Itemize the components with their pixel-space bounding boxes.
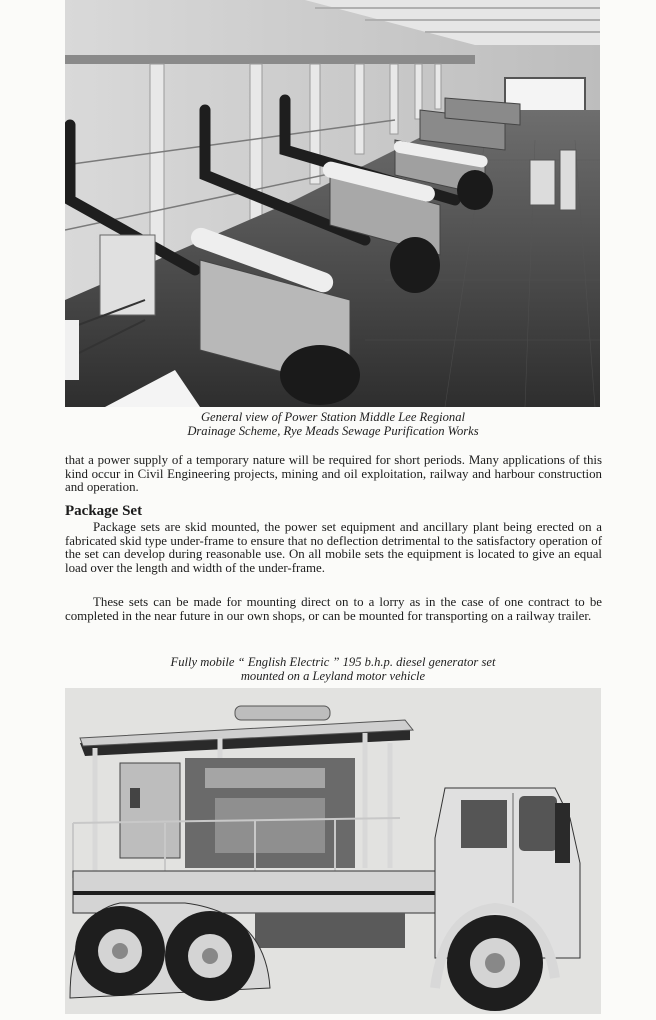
bottom-figure-caption <box>65 656 601 683</box>
exhaust-silencer <box>235 706 330 720</box>
power-station-photo <box>65 0 600 407</box>
mounting-paragraph: These sets can be made for mounting direct on to a lorry as in the case of one contract to be completed in the near future in our own shops, or can be mounted for transporting on a railway trailer. <box>65 595 602 623</box>
caption-line: Fully mobile “ English Electric ” 195 b.h.p. diesel generator set <box>170 655 496 669</box>
gallery-beam <box>65 55 475 64</box>
intro-paragraph: that a power supply of a temporary nature will be required for short periods. Many applications of this kind occur in Civil Engineering projects, mining and oil exploitation, railway and harbour construction and operation. <box>65 453 602 495</box>
top-figure-caption <box>65 411 601 438</box>
mobile-generator-illustration <box>65 688 601 1014</box>
cab-side-window <box>461 800 507 848</box>
pedestal <box>100 235 155 315</box>
caption-line: Drainage Scheme, Rye Meads Sewage Purification Works <box>187 423 479 438</box>
cab-door-window <box>519 796 557 851</box>
mobile-generator-photo <box>65 688 601 1014</box>
package-set-paragraph: Package sets are skid mounted, the power set equipment and ancillary plant being erected on a fabricated skid type under-frame to ensure that no deflection detrimental to the satisfactory operation of the set can develop during reasonable use. On all mobile sets the equipment is located to give an equal load over the length and width of the under-frame. <box>65 520 602 575</box>
caption-line: General view of Power Station Middle Lee Regional <box>200 410 466 424</box>
power-station-illustration <box>65 0 600 407</box>
section-heading: Package Set <box>65 503 143 519</box>
alternator <box>120 763 180 858</box>
caption-line: mounted on a Leyland motor vehicle <box>240 668 426 683</box>
